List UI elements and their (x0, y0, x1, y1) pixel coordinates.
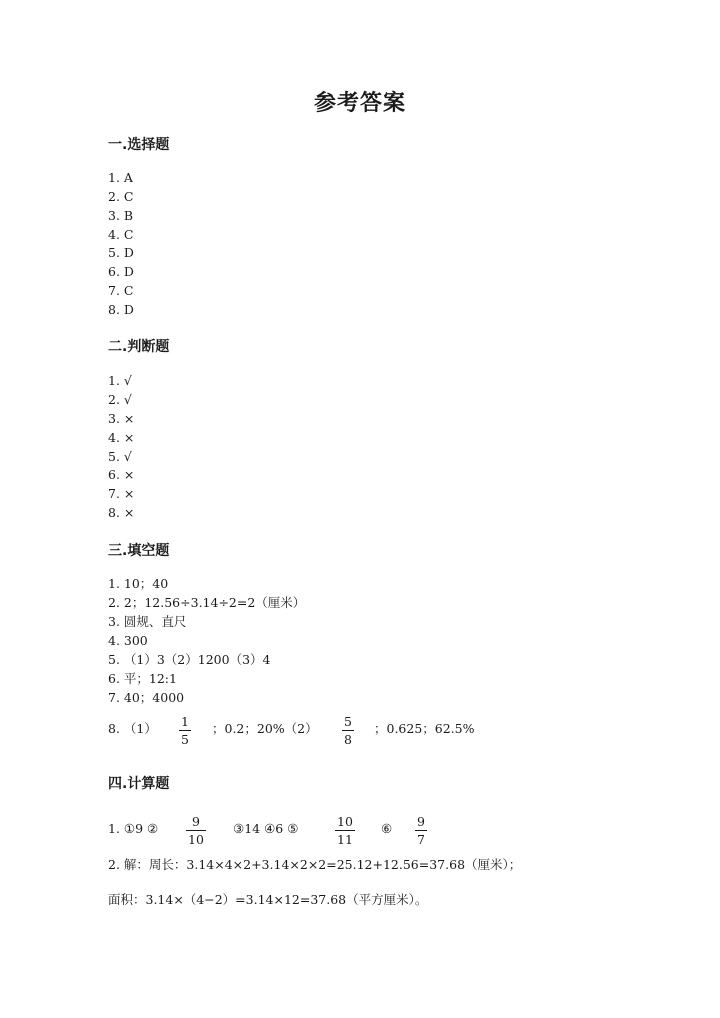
fraction (342, 714, 354, 747)
fraction-numerator: 10 (337, 814, 353, 829)
fraction-bar (342, 730, 354, 731)
fraction-numerator: 9 (417, 814, 425, 829)
list-item: 5. （1）3（2）1200（3）4 (108, 652, 271, 667)
section-heading-choice: 一.选择题 (108, 137, 170, 153)
item8-suffix: ；0.625；62.5% (374, 721, 475, 736)
fraction-denominator: 8 (344, 732, 352, 747)
calc-item1-part2: ③14 ④6 ⑤ (233, 821, 299, 836)
list-item: 3. B (108, 208, 134, 223)
fraction-bar (186, 830, 206, 831)
list-item: 1. 10；40 (108, 576, 169, 591)
list-item: 8. D (108, 302, 134, 317)
list-item: 6. 平；12:1 (108, 671, 177, 686)
fraction-denominator: 11 (337, 832, 353, 847)
fraction-denominator: 7 (417, 832, 425, 847)
section-heading-fill-blank: 三.填空题 (108, 543, 170, 559)
fraction-numerator: 5 (344, 714, 352, 729)
fraction-bar (335, 830, 355, 831)
list-item: 7. × (108, 486, 135, 501)
calc-item1-part1: 1. ①9 ② (108, 821, 159, 836)
fraction (415, 814, 427, 847)
list-item: 5. √ (108, 449, 132, 464)
fraction (179, 714, 191, 747)
fraction (335, 814, 355, 847)
list-item: 5. D (108, 245, 134, 260)
fraction-denominator: 10 (188, 832, 204, 847)
list-item: 8. × (108, 505, 135, 520)
list-item: 3. × (108, 411, 135, 426)
list-item: 4. 300 (108, 633, 148, 648)
list-item: 2. 2；12.56÷3.14÷2=2（厘米） (108, 595, 306, 610)
fraction-bar (415, 830, 427, 831)
list-item: 2. √ (108, 392, 132, 407)
list-item: 3. 圆规、直尺 (108, 614, 187, 629)
list-item: 2. C (108, 189, 134, 204)
list-item: 7. C (108, 283, 134, 298)
fraction-numerator: 1 (181, 714, 189, 729)
fraction-bar (179, 730, 191, 731)
fraction-numerator: 9 (191, 814, 200, 829)
list-item: 7. 40；4000 (108, 690, 185, 705)
list-item: 1. A (108, 170, 133, 185)
list-item: 6. D (108, 264, 134, 279)
calc-item3: 面积：3.14×（4−2）=3.14×12=37.68（平方厘米）。 (108, 892, 428, 907)
page-title: 参考答案 (313, 90, 406, 116)
list-item: 1. √ (108, 373, 132, 388)
calc-item2: 2. 解：周长：3.14×4×2+3.14×2×2=25.12+12.56=37.68（厘米）； (108, 857, 522, 872)
section-heading-judgement: 二.判断题 (108, 339, 170, 355)
section-heading-calculation: 四.计算题 (108, 776, 170, 792)
list-item: 4. C (108, 227, 134, 242)
list-item: 4. × (108, 430, 135, 445)
item8-prefix: 8. （1） (108, 721, 157, 736)
calc-item1-part3: ⑥ (381, 821, 393, 836)
list-item: 6. × (108, 467, 135, 482)
item8-middle: ；0.2；20%（2） (212, 721, 318, 736)
fraction-denominator: 5 (181, 732, 189, 747)
fraction (186, 814, 206, 847)
